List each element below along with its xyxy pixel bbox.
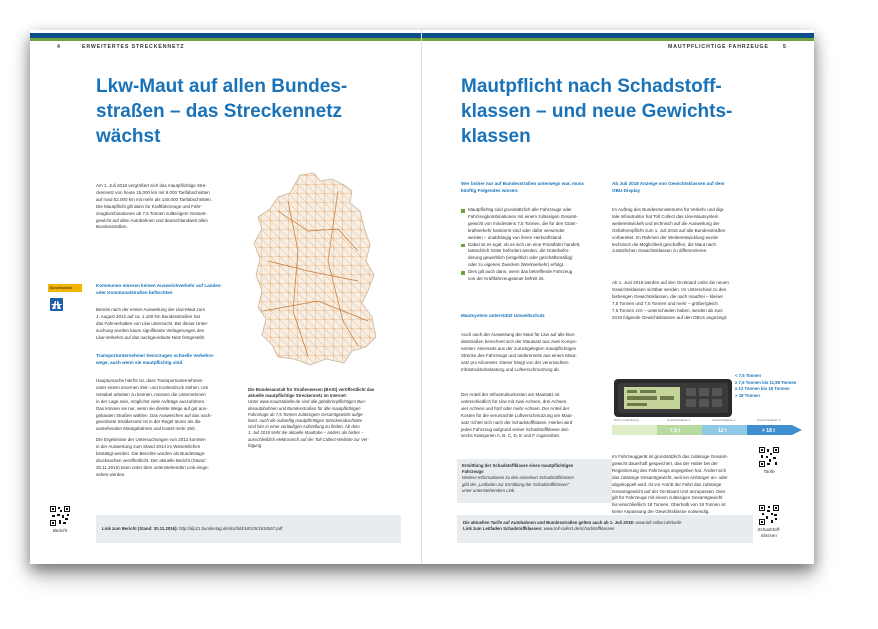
paragraph-ergebnisse: Die Ergebnisse der Untersuchungen von 2012 konnten in der Auswertung zum Stand 2014 im Wesentlichen bestätigt werden. Die Berichte wurden als Bundestags- drucksachen veröffentlicht. Der aktuelle Bericht (Stand: 30.11.2016) kann unter dem untenstehenden Link einge- sehen werden. xyxy=(96,437,210,477)
header-stripe-green xyxy=(30,38,422,41)
tarife-link[interactable]: www.toll-collect.de/tarife xyxy=(635,520,682,525)
paragraph-hauptursache: Hauptursache hierfür ist, dass Transportunternehmen unter einem enormen Zeit- und Kostendruck stehen. Um rentabel arbeiten zu können, müssen die Unternehmen in der Lage sein, möglichst viele Aufträge auszuführen. Das können sie nur, wenn sie direkte Wege auf gut aus- gebauten Straßen wählen. Das Ausweichen auf das nach- geordnete Straßennetz ist in der Regel teurer als die anstehenden Mautgebühren und kostet mehr Zeit. xyxy=(96,378,212,432)
subhead-umweltschutz: Mautsystem unterstützt Umweltschutz xyxy=(461,313,545,318)
obu-device-image xyxy=(612,375,734,421)
page-number: 4 xyxy=(57,44,61,50)
schadstoffklasse-info-box: Ermittlung der Schadstoffklasse eines mautpflichtigen Fahrzeugs Weitere Informationen zu den einzelnen Schadstoffklassen gibt der „Leitfaden zur Ermittlung der Schadstoffklassen“ unter untenstehendem Link. xyxy=(457,459,612,503)
bast-info-box: Die Bundesanstalt für Straßenwesen (BASt) veröffentlicht das aktuelle mautpflichtige Streckennetz im Internet: Unter www.mautstabelle.de sind alle gebührenpflichtigen Bun- desautobahnen und Bundesstraßen für alle mautpflichtigen Fahrzeuge ab 7,5 Tonnen zulässigem Gesamtgewicht aufge- listet. Auch die zukünftig mautpflichtigen Streckenabschnitte sind hier in einer vorläufigen Aufstellung zu finden. Ab dem 1. Juli 2018 steht die aktuelle Mauttabe – anders als bisher – ausschließlich elektronisch auf der Toll Collect-Website zur Ver- fügung. xyxy=(248,387,375,448)
germany-road-network-map xyxy=(248,171,383,368)
left-page xyxy=(30,30,422,564)
paragraph-fahrzeuggeraet: Im Fahrzeuggerät ist grundsätzlich das zulässige Gesamt- gewicht dauerhaft gespeichert, das der Halter bei der Registrierung des Fahrzeugs angegeben hat. Ändert sich das zulässige Gesamtgewicht, weil ein Anhänger an- oder abgekoppelt wird, ist vor Antritt der Fahrt das zulässige Gesamtgewicht auf der On-Board Unit anzupassen. Dies gilt für Fahrzeuge mit einem zulässigen Gesamtgewicht bis einschließlich 18 Tonnen. Oberhalb von 18 Tonnen ist keine Anpassung der Gewichtsklasse notwendig. xyxy=(612,454,729,515)
page-title: Mautpflicht nach Schadstoff- klassen – und neue Gewichts- klassen xyxy=(461,76,733,147)
bundesstrasse-sign: Bundesstraße xyxy=(48,284,82,292)
running-head: ERWEITERTES STRECKENNETZ xyxy=(82,44,185,50)
qr-label-tarife: Tarife xyxy=(763,469,775,474)
paragraph-mautsatz: Auch nach der Ausweitung der Maut für Lkw auf alle Bun- desstraßen berechnet sich der Mautsatz aus zwei Kompo- nenten: einerseits aus der zurückgelegten mautpflichtigen Strecke des Fahrzeugs und andererseits aus einem Maut- satz pro Kilometer. Dieser hängt von der verursachten Infrastrukturbelastung und Luftverschmutzung ab. xyxy=(461,332,578,372)
tarife-link-box: Die aktuellen Tarife auf Autobahnen und Bundesstraßen gelten auch ab 1. Juli 2018: www.toll-collect.de/tarife Link zum Leitfaden Schadstoffklassen: www.toll-collect.de/schadstoffklassen xyxy=(457,515,753,543)
bullet-square-icon xyxy=(461,209,465,213)
bericht-link[interactable]: http://dip21.bundestag.de/doc/btd/18/105/1810567.pdf xyxy=(179,526,283,531)
list-item: Dabei ist es egal, ob es sich um eine Privatfahrt handelt, tatsächlich Güter befördert werden, die Güterbeför- derung gewerblich (entgeltlich oder geschäftsmäßig) oder zu eigenen Zwecken (Werkverkehr) erfolgt. xyxy=(461,242,609,270)
link-label: Link zum Bericht (Stand: 30.11.2016): xyxy=(102,526,178,531)
page-title: Lkw-Maut auf allen Bundes- straßen – das Streckennetz wächst xyxy=(96,76,348,147)
qr-label-bericht: Bericht xyxy=(52,528,68,533)
paragraph-auftrag: Im Auftrag des Bundesministeriums für Verkehr und digi- tale Infrastruktur hat Toll Collect das Lkw-Mautsystem weiterentwickelt und technisch auf die Ausweitung der Gebührenpflicht zum 1. Juli 2018 auf alle Bundesstraßen vorbereitet. Im Rahmen der Weiterentwicklung wurde technisch die Möglichkeit geschaffen, die Maut nach zusätzlichen Gewichtsklassen zu differenzieren. xyxy=(612,207,726,254)
page-number: 5 xyxy=(783,44,787,50)
qr-code-tarife-icon[interactable] xyxy=(759,447,779,467)
qr-code-schadstoffklassen-icon[interactable] xyxy=(759,505,779,525)
paragraph-gewichtsklassen: Ab 1. Juni 2018 werden auf den On-Board Units die neuen Gewichtsklassen sichtbar werden. Im Unterschied zu den bisherigen Gewichtsklassen, die nach mautfrei – kleiner 7,5 Tonnen und 7,5 Tonnen und mehr – größer/gleich 7,5 Tonnen zzö – unterschieden haben, werden ab Juni 2018 folgende Gewichtsklassen auf den OBUs angezeigt: xyxy=(612,280,729,320)
link-box xyxy=(96,515,401,543)
paragraph-infrastrukturkosten: Der Anteil der Infrastrukturkosten am Mautsatz ist unterschiedlich für Lkw mit zwei Achsen, drei Achsen, vier Achsen und fünf oder mehr Achsen. Der Anteil der Kosten für die verursachte Luftverschmutzung am Maut- satz richtet sich nach der Schadstoffklasse. Hierbei wird jedes Fahrzeug aufgrund seiner Schadstoffklasse den sechs Kategorien A, B, C, D, E und F zugeordnet. xyxy=(461,392,574,439)
intro-paragraph: Am 1. Juli 2018 vergrößert sich das mautpflichtige Stre- ckennetz von heute 15.000 km mit 9.000 Tarifabschnitten auf rund 52.000 km mit mehr als 140.000 Tarifabschnitten. Die Mautpflicht gilt dann für Kraftfahrzeuge und Fahr- zeugkombinationen ab 7,5 Tonnen zulässigem Gesamt- gewicht auf allen Autobahnen und deutschlandweit allen Bundesstraßen. xyxy=(96,183,212,230)
subhead-obu-display: Ab Juli 2018 Anzeige von Gewichtsklassen auf dem OBU-Display xyxy=(612,181,725,193)
subhead-kommunen: Kommunen müssen keinen Ausweichverkehr auf Landes- oder Kommunalstraßen befürchten xyxy=(96,283,222,295)
bullet-square-icon xyxy=(461,244,465,248)
right-page: MAUTPFLICHTIGE FAHRZEUGE 5 Mautpflicht nach Schadstoff- klassen – und neue Gewichts- klassen Wer bisher nur auf Bundesstraßen unterwegs war, muss künftig Folgendes wissen: Mautpflichtig sind grundsätzlich alle Fahrzeuge oder Fahrzeugkombinationen mit einem zulässigen Gesamt- gewicht von mindestens 7,5 Tonnen, die für den Güter- kraftverkehr bestimmt sind oder dafür verwendet werden – unabhängig von ihrem Herkunftsland. Dabei ist es egal, ob es sich um eine Privatfahrt handelt, tatsächlich Güter befördert werden, die Güterbeför- derung gewerblich (entgeltlich oder geschäftsmäßig) oder zu eigenen Zwecken (Werkverkehr) erfolgt. Dies gilt auch dann, wenn das betreffende Fahrzeug von der Kraftfahrzeugsteuer befreit ist. Mautsystem unterstützt Umweltschutz Auch nach der Ausweitung der Maut für Lkw auf alle Bun- desstraßen berechnet sich der Mautsatz aus zwei Kompo- nenten: einerseits aus der zurückgelegten mautpflichtigen Strecke des Fahrzeugs und andererseits aus einem Maut- satz pro Kilometer. Dieser hängt von der verursachten Infrastrukturbelastung und Luftverschmutzung ab. Der Anteil der Infrastrukturkosten am Mautsatz ist unterschiedlich für Lkw mit zwei Achsen, drei Achsen, vier Achsen und fünf oder mehr Achsen. Der Anteil der Kosten für die verursachte Luftverschmutzung am Maut- satz richtet sich nach der Schadstoffklasse. Hierbei wird jedes Fahrzeug aufgrund seiner Schadstoffklasse den sechs Kategorien A, B, C, D, E und F zugeordnet. Ermittlung der Schadstoffklasse eines mautpflichtigen Fahrzeugs Weitere Informationen zu den einzelnen Schadstoffklassen gibt der „Leitfaden zur Ermittlung der Schadstoffklassen“ unter untenstehendem Link. Ab Juli 2018 Anzeige von Gewichtsklassen auf dem OBU-Display Im Auftrag des Bundesministeriums für Verkehr und digi- tale Infrastruktur hat Toll Collect das Lkw-Mautsystem weiterentwickelt und technisch auf die Ausweitung der Gebührenpflicht zum 1. Juli 2018 auf alle Bundesstraßen vorbereitet. Im Rahmen der Weiterentwicklung wurde technisch die Möglichkeit geschaffen, die Maut nach zusätzlichen Gewichtsklassen zu differenzieren. Ab 1. Juni 2018 werden auf den On-Board Units die neuen Gewichtsklassen sichtbar werden. Im Unterschied zu den bisherigen Gewichtsklassen, die nach mautfrei – kleiner 7,5 Tonnen und 7,5 Tonnen und mehr – größer/gleich 7,5 Tonnen zzö – unterschieden haben, werden ab Juni 2018 folgende Gewichtsklassen auf den OBUs angezeigt: < 7,5 Tonnen ≥ 7,5 Tonnen bis 11,99 Tonnen ≥ 12 Tonnen bis 18 Tonnen > 18 Tonnen Nicht mautpflichtig Gewichtsklasse 1 Gewichtsklasse 2 Gewichtsklasse 3 7,5 t 12 t > 18 t Im Fahrzeuggerät ist grundsätzlich das zulässige Gesamt- gewicht dauerhaft gespeichert, das der Halter bei der Registrierung des Fahrzeugs angegeben hat. Ändert sich das zulässige Gesamtgewicht, weil ein Anhänger an- oder abgekoppelt wird, ist vor Antritt der Fahrt das zulässige Gesamtgewicht auf der On-Board Unit anzupassen. Dies gilt für Fahrzeuge mit einem zulässigen Gesamtgewicht bis einschließlich 18 Tonnen. Oberhalb von 18 Tonnen ist keine Anpassung der Gewichtsklasse notwendig. Tarife Die aktuellen Tarife auf Autobahnen und Bundesstraßen gelten auch ab 1. Juli 2018: www.toll-collect.de/tarife Link zum Leitfaden Schadstoffklassen: www.toll-collect.de/schadstoffklassen Schadstoff- klassen xyxy=(422,30,814,564)
col1-lead: Wer bisher nur auf Bundesstraßen unterwegs war, muss künftig Folgendes wissen: xyxy=(461,181,584,193)
header-stripe-green xyxy=(422,38,814,41)
list-item: Mautpflichtig sind grundsätzlich alle Fahrzeuge oder Fahrzeugkombinationen mit einem zulässigen Gesamt- gewicht von mindestens 7,5 Tonnen, die für den Güter- kraftverkehr bestimmt sind oder dafür verwendet werden – unabhängig von ihrem Herkunftsland. xyxy=(461,207,609,242)
weight-bar-labels: 7,5 t 12 t > 18 t xyxy=(670,428,775,434)
requirements-list xyxy=(461,207,609,283)
weight-class-legend: < 7,5 Tonnen ≥ 7,5 Tonnen bis 11,99 Tonnen ≥ 12 Tonnen bis 18 Tonnen > 18 Tonnen xyxy=(735,373,797,398)
qr-label-schadstoffklassen: Schadstoff- klassen xyxy=(757,527,781,538)
running-head: MAUTPFLICHTIGE FAHRZEUGE xyxy=(668,44,769,50)
bullet-square-icon xyxy=(461,271,465,275)
schadstoffklassen-link[interactable]: www.toll-collect.de/schadstoffklassen xyxy=(543,526,615,532)
autobahn-sign-icon xyxy=(50,298,63,311)
subhead-transportunternehmer: Transportunternehmer bevorzugen schnelle Verkehrs- wege, auch wenn sie mautpflichtig sind xyxy=(96,353,215,365)
list-item: Dies gilt auch dann, wenn das betreffende Fahrzeug von der Kraftfahrzeugsteuer befreit ist. xyxy=(461,269,609,283)
paragraph-untersuchung: Bereits nach der ersten Ausweitung der Lkw-Maut zum 1. August 2012 auf ca. 1.100 km Bundesstraßen hat das Fahrverhalten von Lkw untersucht. Bei dieser Unter- suchung wurden kaum signifikante Verlagerungen des Lkw-Verkehrs auf das nachgeordnete Netz festgestellt. xyxy=(96,307,209,340)
qr-code-bericht-icon[interactable] xyxy=(50,506,70,526)
